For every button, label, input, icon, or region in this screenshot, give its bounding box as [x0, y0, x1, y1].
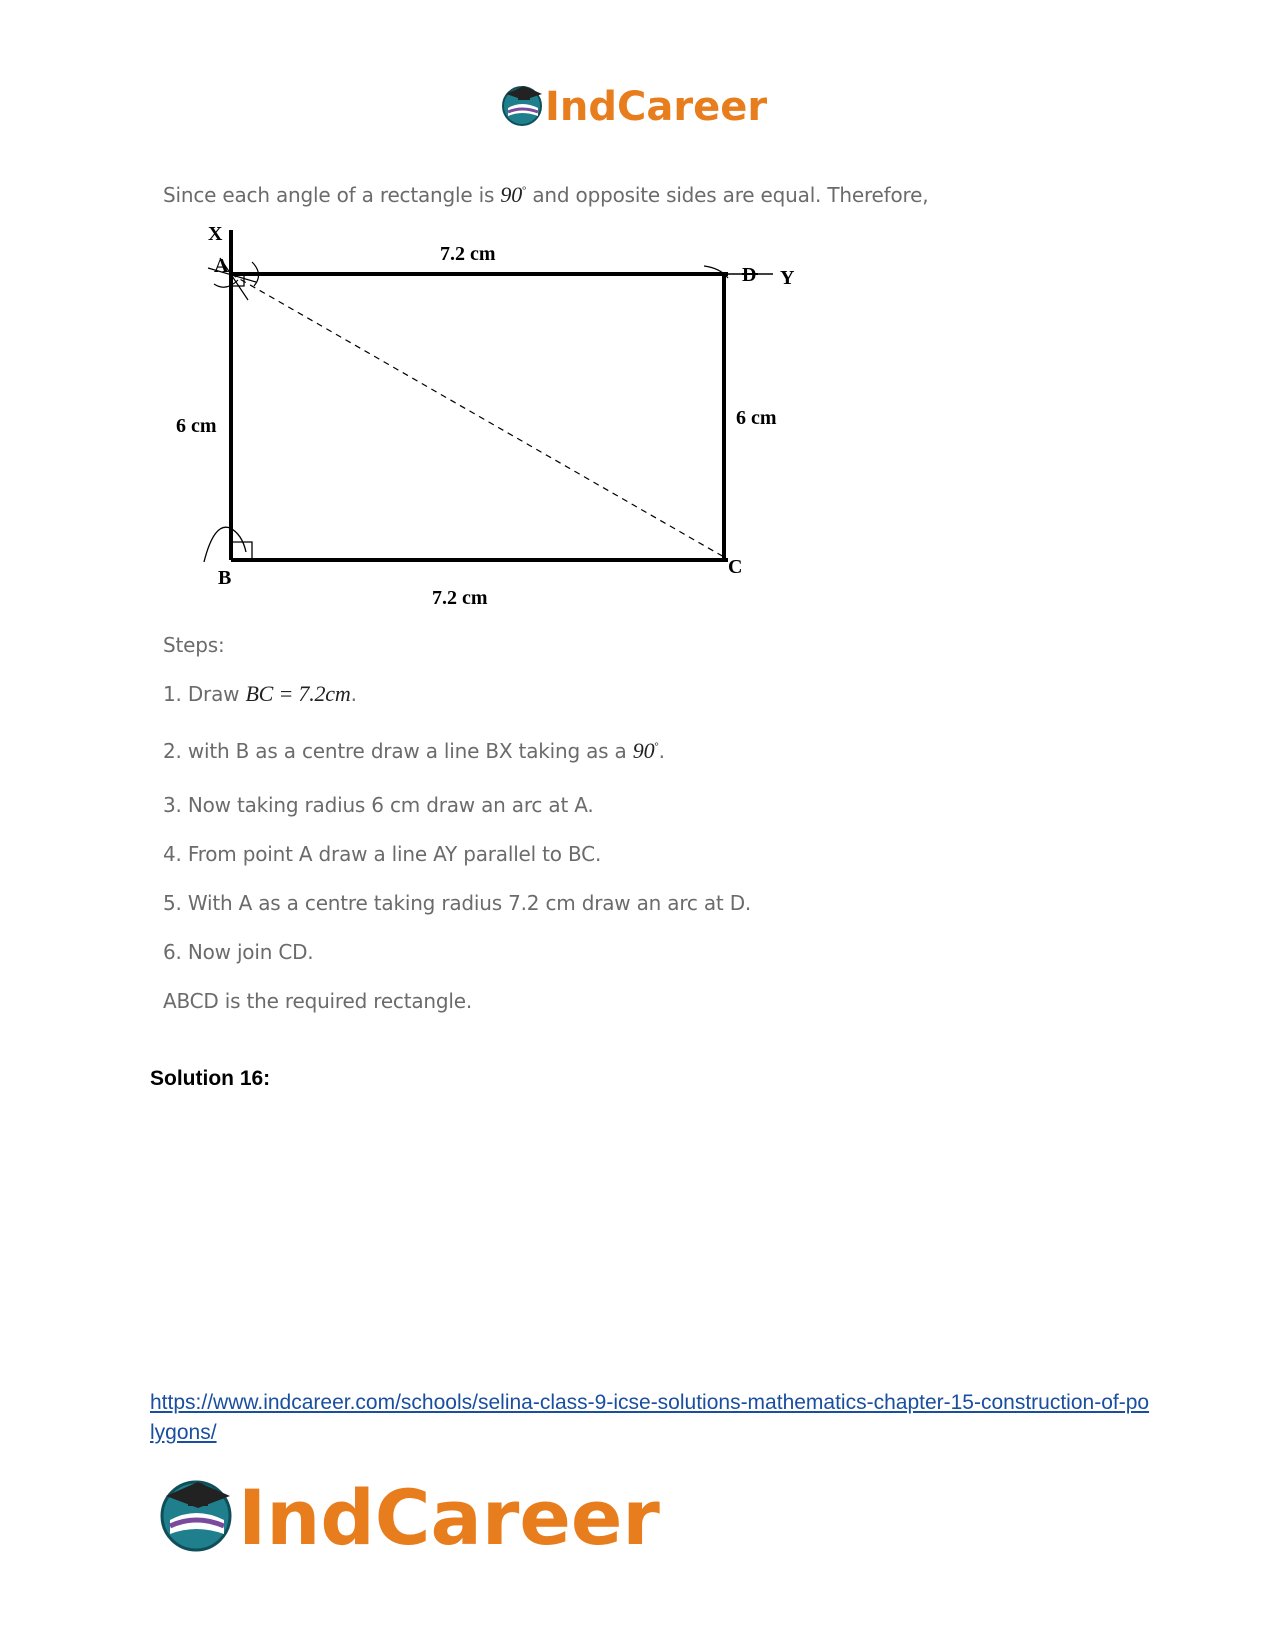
step-5: 5. With A as a centre taking radius 7.2 cm draw an arc at D.	[163, 891, 752, 915]
intro-text-before: Since each angle of a rectangle is	[163, 183, 501, 207]
step-1: 1. Draw BC = 7.2cm.	[163, 681, 357, 706]
label-side-bottom: 7.2 cm	[432, 587, 488, 609]
right-angle-mark-b	[231, 542, 252, 560]
step-1-math: BC = 7.2cm	[245, 681, 351, 706]
steps-title: Steps:	[163, 633, 225, 657]
header-logo-text: IndCareer	[545, 84, 768, 130]
step-6: 6. Now join CD.	[163, 940, 314, 964]
label-a: A	[214, 255, 229, 277]
step-2-angle: 90°	[632, 738, 659, 763]
label-b: B	[218, 567, 232, 589]
rectangle-construction-diagram	[168, 222, 828, 622]
footer-source-link[interactable]: https://www.indcareer.com/schools/selina-class-9-icse-solutions-mathematics-chapter-15-construction-of-polygons/	[150, 1391, 1150, 1444]
footer-logo-text: IndCareer	[238, 1473, 660, 1558]
intro-paragraph	[163, 182, 928, 208]
label-side-right: 6 cm	[736, 407, 777, 429]
intro-angle: 90°	[500, 182, 527, 207]
label-x: X	[208, 223, 223, 245]
diagonal-ac	[231, 274, 724, 557]
footer-logo	[158, 1468, 698, 1558]
step-4: 4. From point A draw a line AY parallel to BC.	[163, 842, 602, 866]
graduation-book-globe-icon	[503, 86, 542, 125]
step-2: 2. with B as a centre draw a line BX taking as a 90°.	[163, 738, 665, 763]
label-side-left: 6 cm	[176, 415, 217, 437]
label-y: Y	[780, 267, 795, 289]
graduation-book-globe-icon	[162, 1482, 230, 1550]
step-3: 3. Now taking radius 6 cm draw an arc at A.	[163, 793, 594, 817]
solution-heading: Solution 16:	[150, 1067, 271, 1090]
label-d: D	[742, 264, 757, 286]
label-c: C	[728, 556, 743, 578]
label-side-top: 7.2 cm	[440, 243, 496, 265]
intro-text-after: and opposite sides are equal. Therefore,	[532, 183, 929, 207]
header-logo	[500, 76, 790, 132]
arc-at-b	[204, 527, 246, 562]
conclusion: ABCD is the required rectangle.	[163, 989, 473, 1013]
